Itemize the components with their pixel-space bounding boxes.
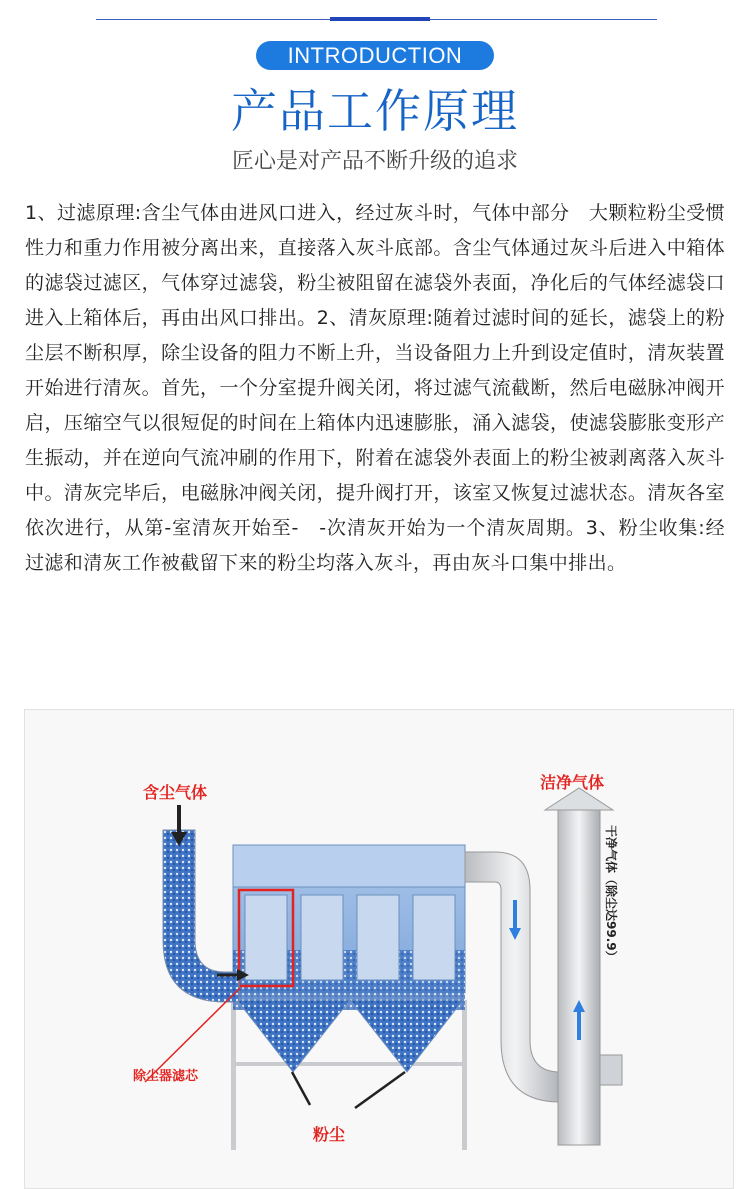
diagram-illustration [25, 710, 733, 1188]
dust-collector-diagram [24, 709, 734, 1189]
clean-gas-vertical-label: 干净气体（除尘达99.9） [604, 825, 618, 963]
dust-label: 粉尘 [313, 1125, 346, 1144]
introduction-badge: INTRODUCTION [256, 41, 494, 70]
page-subtitle: 匠心是对产品不断升级的追求 [231, 149, 518, 174]
inlet-gas-label: 含尘气体 [143, 783, 208, 802]
filter-core-label: 除尘器滤芯 [133, 1069, 199, 1084]
principle-description: 1、过滤原理:含尘气体由进风口进入，经过灰斗时，气体中部分 大颗粒粉尘受惯性力和重力作用被分离出来，直接落入灰斗底部。含尘气体通过灰斗后进入中箱体的滤袋过滤区，气体穿过滤袋，粉尘被阻留在滤袋外表面，净化后的气体经滤袋口进入上箱体后，再由出风口排出。2、清灰原理:随着过滤时间的延长，滤袋上的粉尘层不断积厚，除尘设备的阻力不断上升，当设备阻力上升到设定值时，清灰装置开始进行清灰。首先，一个分室提升阀关闭，将过滤气流截断，然后电磁脉冲阀开启，压缩空气以很短促的时间在上箱体内迅速膨胀，涌入滤袋，使滤袋膨胀变形产生振动，并在逆向气流冲刷的作用下，附着在滤袋外表面上的粉尘被剥离落入灰斗中。清灰完毕后，电磁脉冲阀关闭，提升阀打开，该室又恢复过滤状态。清灰各室依次进行，从第-室清灰开始至- -次清灰开始为一个清灰周期。3、粉尘收集:经过滤和清灰工作被截留下来的粉尘均落入灰斗，再由灰斗口集中排出。 [25, 202, 725, 574]
outlet-duct [465, 788, 622, 1145]
clean-gas-label: 洁净气体 [540, 773, 605, 792]
page-title: 产品工作原理 [231, 84, 519, 138]
top-divider-accent [330, 17, 430, 21]
